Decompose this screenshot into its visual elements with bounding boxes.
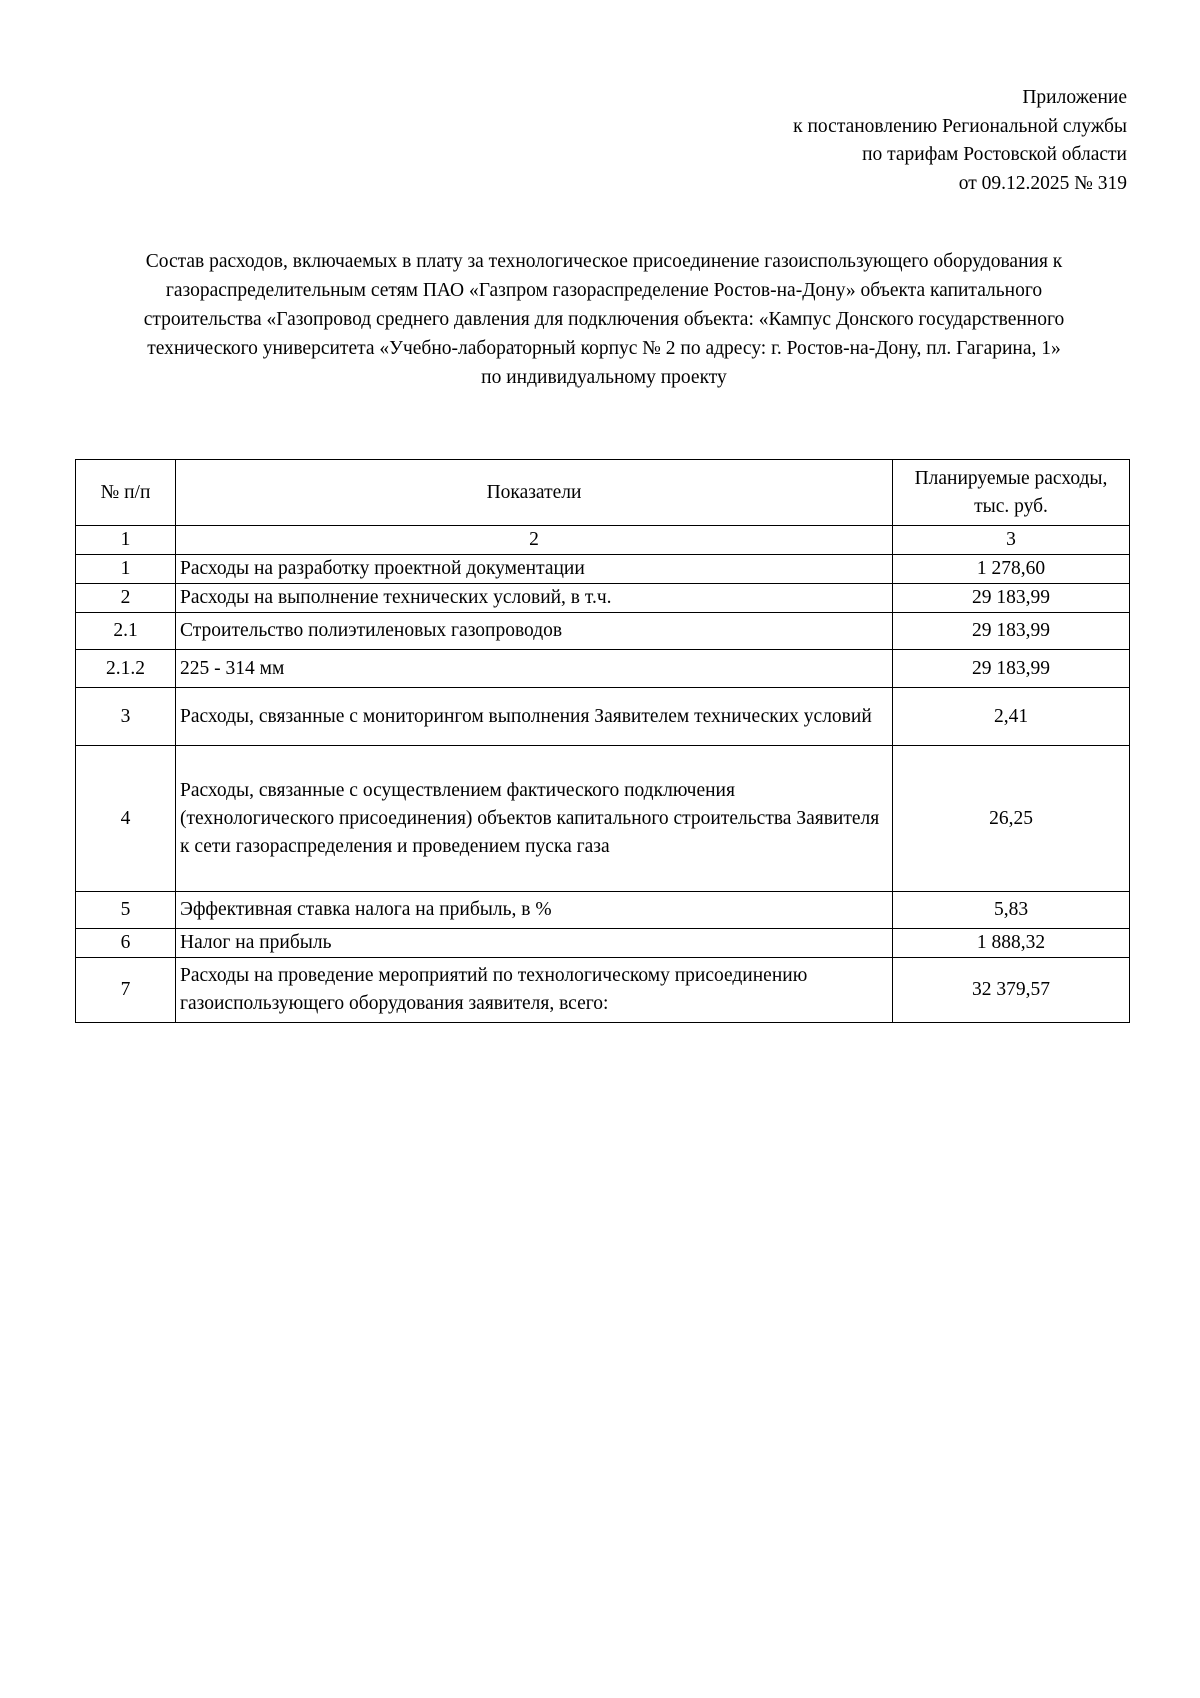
appendix-date-number: от 09.12.2025 № 319 xyxy=(958,172,1127,194)
row-value: 29 183,99 xyxy=(893,650,1130,688)
appendix-line: по тарифам Ростовской области xyxy=(862,144,1127,165)
row-value: 1 278,60 xyxy=(893,555,1130,584)
row-indicator: Расходы на разработку проектной документации xyxy=(176,555,893,584)
row-value: 26,25 xyxy=(893,746,1130,892)
table-row xyxy=(76,688,1130,746)
column-number: 3 xyxy=(893,526,1130,555)
row-value: 2,41 xyxy=(893,688,1130,746)
table-row xyxy=(76,892,1130,929)
row-number: 6 xyxy=(76,929,176,958)
row-number: 2.1.2 xyxy=(76,650,176,688)
title-line: Состав расходов, включаемых в плату за технологическое присоединение газоиспользующего оборудования к xyxy=(145,251,1063,272)
row-value: 1 888,32 xyxy=(893,929,1130,958)
row-indicator: Строительство полиэтиленовых газопроводов xyxy=(176,613,893,650)
table-row xyxy=(76,929,1130,958)
table-row xyxy=(76,650,1130,688)
row-indicator: Расходы на проведение мероприятий по технологическому присоединению газоиспользующего оборудования заявителя, всего: xyxy=(176,958,893,1023)
title-line: строительства «Газопровод среднего давления для подключения объекта: «Кампус Донского государственного xyxy=(143,309,1065,330)
costs-table xyxy=(75,459,1130,1023)
row-number: 7 xyxy=(76,958,176,1023)
row-indicator: Налог на прибыль xyxy=(176,929,893,958)
title-line: технического университета «Учебно-лабораторный корпус № 2 по адресу: г. Ростов-на-Дону, пл. Гагарина, 1» xyxy=(147,338,1061,359)
row-number: 1 xyxy=(76,555,176,584)
table-row xyxy=(76,555,1130,584)
header-number: № п/п xyxy=(76,460,176,526)
header-planned-costs xyxy=(893,460,1130,526)
row-value: 29 183,99 xyxy=(893,613,1130,650)
table-row xyxy=(76,958,1130,1023)
row-value: 29 183,99 xyxy=(893,584,1130,613)
appendix-line: Приложение xyxy=(1022,87,1127,108)
row-value: 32 379,57 xyxy=(893,958,1130,1023)
document-title xyxy=(75,247,1133,392)
column-number: 1 xyxy=(76,526,176,555)
row-number: 2 xyxy=(76,584,176,613)
row-indicator: Расходы на выполнение технических условий, в т.ч. xyxy=(176,584,893,613)
title-line: по индивидуальному проекту xyxy=(481,367,727,388)
title-line: газораспределительным сетям ПАО «Газпром газораспределение Ростов-на-Дону» объекта капитального xyxy=(165,280,1043,301)
table-row xyxy=(76,746,1130,892)
header-planned-costs-line2: тыс. руб. xyxy=(974,495,1048,517)
column-number-row xyxy=(76,526,1130,555)
table-header-row xyxy=(76,460,1130,526)
appendix-line: к постановлению Региональной службы xyxy=(793,115,1127,137)
table-row xyxy=(76,584,1130,613)
row-number: 3 xyxy=(76,688,176,746)
header-indicators: Показатели xyxy=(176,460,893,526)
row-indicator: Эффективная ставка налога на прибыль, в % xyxy=(176,892,893,929)
column-number: 2 xyxy=(176,526,893,555)
row-number: 2.1 xyxy=(76,613,176,650)
row-indicator: Расходы, связанные с мониторингом выполнения Заявителем технических условий xyxy=(176,688,893,746)
row-value: 5,83 xyxy=(893,892,1130,929)
header-planned-costs-line1: Планируемые расходы, xyxy=(914,467,1108,489)
row-number: 4 xyxy=(76,746,176,892)
table-row xyxy=(76,613,1130,650)
row-indicator: 225 - 314 мм xyxy=(176,650,893,688)
row-number: 5 xyxy=(76,892,176,929)
row-indicator: Расходы, связанные с осуществлением фактического подключения (технологического присоединения) объектов капитального строительства Заявителя к сети газораспределения и проведением пуска газа xyxy=(176,746,893,892)
appendix-header xyxy=(793,84,1127,198)
